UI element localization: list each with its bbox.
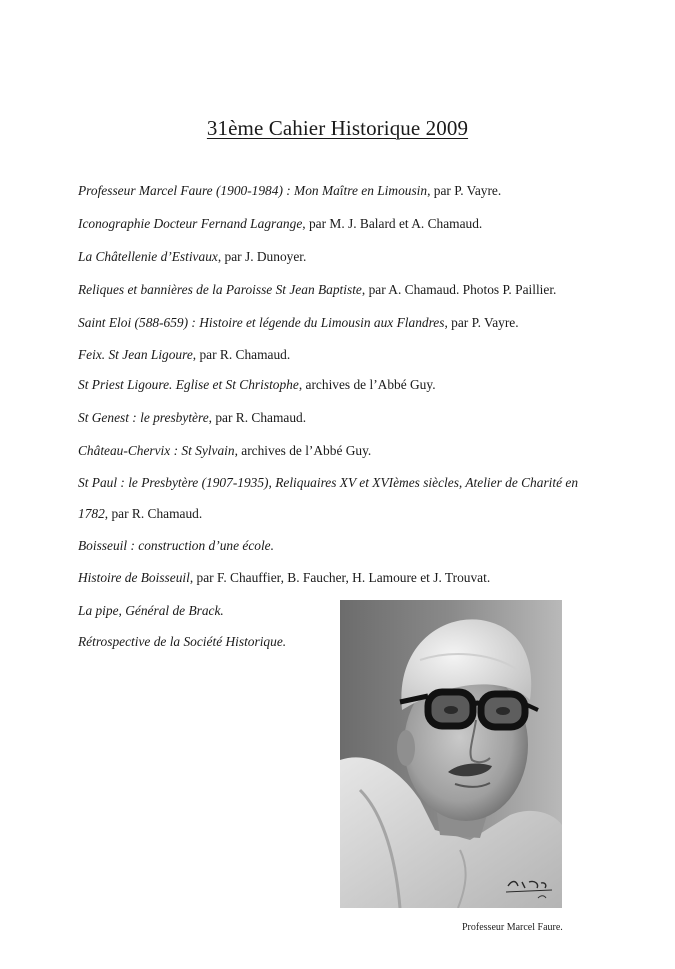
entry-title: La pipe, Général de Brack. [78,603,224,618]
entry-title: Château-Chervix : St Sylvain [78,443,235,458]
page-title: 31ème Cahier Historique 2009 [206,116,469,140]
list-item [78,216,482,232]
entry-title: La Châtellenie d’Estivaux [78,249,218,264]
entry-author: , par R. Chamaud. [104,506,203,521]
entry-title: Iconographie Docteur Fernand Lagrange [78,216,303,231]
entry-title: Reliques et bannières de la Paroisse St Jean Baptiste [78,282,362,297]
entry-title: Professeur Marcel Faure (1900-1984) : Mon Maître en Limousin [78,183,428,198]
entry-title: St Genest : le presbytère [78,410,209,425]
entry-title: Saint Eloi (588-659) : Histoire et légende du Limousin aux Flandres [78,315,445,330]
photo-caption: Professeur Marcel Faure. [462,922,563,933]
entry-author: , par R. Chamaud. [192,347,291,362]
entry-title: St Paul : le Presbytère (1907-1935), Reliquaires XV et XVIèmes siècles, Atelier de Charité en [78,475,579,490]
list-item [78,475,578,491]
entry-author: , archives de l’Abbé Guy. [298,377,436,392]
list-item [78,377,436,393]
list-item [78,506,202,522]
list-item [78,315,519,331]
list-item [78,443,371,459]
entry-author: , par P. Vayre. [427,183,502,198]
entry-title: Histoire de Boisseuil [78,570,190,585]
entry-title: St Priest Ligoure. Eglise et St Christophe [78,377,299,392]
entry-author: , par J. Dunoyer. [217,249,307,264]
list-item [78,183,501,199]
portrait-photo [340,600,562,908]
entry-author: , archives de l’Abbé Guy. [234,443,372,458]
list-item [78,538,274,554]
list-item [78,282,556,298]
entry-title: Boisseuil : construction d’une école. [78,538,274,553]
list-item [78,410,306,426]
entry-title: Rétrospective de la Société Historique. [78,634,287,649]
entry-author: , par A. Chamaud. Photos P. Paillier. [361,282,557,297]
entry-author: , par F. Chauffier, B. Faucher, H. Lamoure et J. Trouvat. [189,570,491,585]
entry-author: , par P. Vayre. [444,315,519,330]
list-item [78,634,286,650]
portrait-image [340,600,562,908]
entry-author: , par M. J. Balard et A. Chamaud. [302,216,483,231]
list-item [78,347,290,363]
list-item [78,249,306,265]
list-item [78,570,490,586]
entry-title: Feix. St Jean Ligoure [78,347,193,362]
entry-title: 1782 [78,506,105,521]
entry-author: , par R. Chamaud. [208,410,307,425]
list-item [78,603,224,619]
